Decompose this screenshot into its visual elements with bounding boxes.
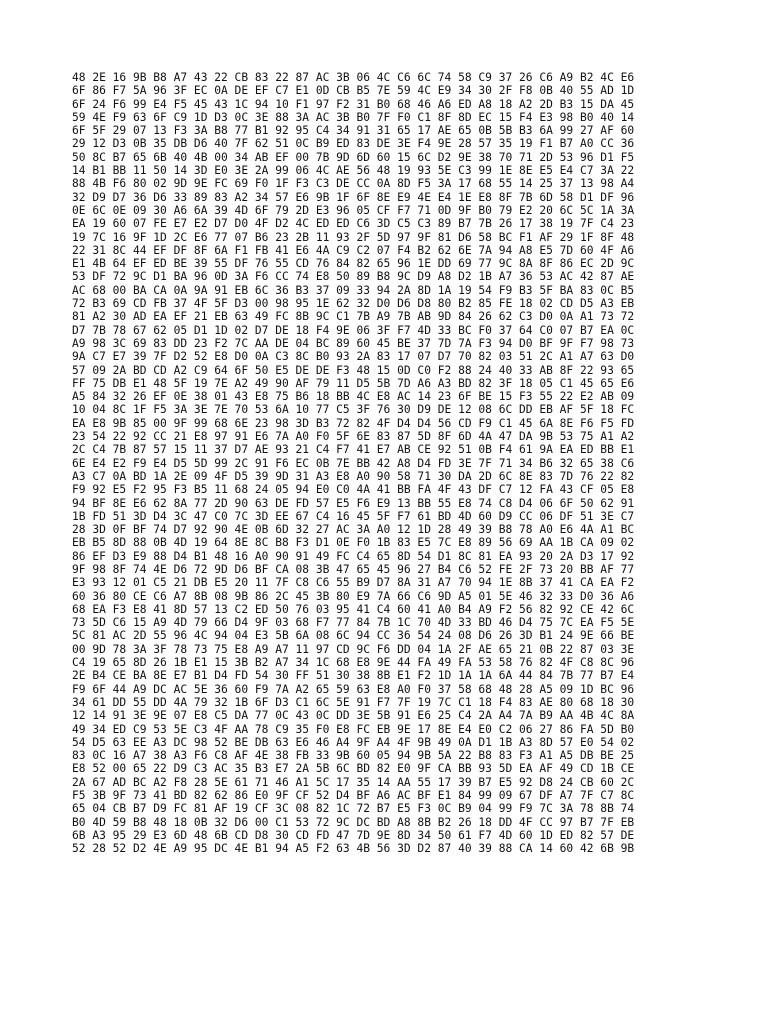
hex-line: 6E E4 E2 F9 E4 D5 5D 99 2C 91 F6 EC 0B 7E BB 42 A8 D4 FD 3E 7F 71 34 B6 32 65 38 C6: [72, 456, 635, 470]
hex-line: B0 4D 59 B8 48 18 0B 32 D6 00 C1 53 72 9C DC BD A8 8B B2 26 18 DD 4F CC 97 B7 7F EB: [72, 815, 635, 829]
hex-line: F9 92 E5 F2 95 F3 B5 11 68 24 05 94 E0 C0 4A 41 BB FA 4F 43 DF C7 12 FA 43 CF 05 E8: [72, 483, 635, 497]
hex-line: 6F 86 F7 5A 96 3F EC 0A DE EF C7 E1 0D CB B5 7E 59 4C E9 34 30 2F F8 0B 40 55 AD 1D: [72, 84, 635, 98]
hex-line: A3 C7 0A BD 1A 2E 09 4F D5 39 9D 31 A3 E8 A0 90 58 71 30 DA 2D 6C 8E 83 7D 76 22 82: [72, 469, 635, 483]
hex-line: E3 93 12 01 C5 21 DB E5 20 11 7F C8 C6 55 B9 D7 8A 31 A7 70 94 1E 8B 37 41 CA EA F2: [72, 576, 635, 590]
hex-line: 6F 5F 29 07 13 F3 3A B8 77 B1 92 95 C4 34 91 31 65 17 AE 65 0B 5B B3 6A 99 27 AF 60: [72, 124, 635, 138]
hex-line: EA E8 9B 85 00 9F 99 68 6E 23 98 3D B3 72 82 4F D4 D4 56 CD F9 C1 45 6A 8E F6 F5 FD: [72, 416, 635, 430]
hex-line: 81 A2 30 AD EA EF 21 EB 63 49 FC 8B 9C C1 7B A9 7B AB 9D 84 26 62 C3 D0 0A A1 73 72: [72, 310, 635, 324]
hex-line: 72 B3 69 CD FB 37 4F 5F D3 00 98 95 1E 62 32 D0 D6 D8 80 B2 85 FE 18 02 CD D5 A3 EB: [72, 297, 635, 311]
hex-line: 2E B4 CE BA 8E E7 B1 D4 FD 54 30 FF 51 30 38 8B E1 F2 1D 1A 1A 6A 44 84 7B 77 B7 E4: [72, 669, 635, 683]
hex-line: A5 84 32 26 EF 0E 38 01 43 E8 75 B6 18 BB 4C E8 AC 14 23 6F BE 15 F3 55 22 E2 AB 09: [72, 390, 635, 404]
hex-line: 60 36 80 CE C6 A7 8B 08 9B 86 2C 45 3B 80 E9 7A 66 C6 9D A5 01 5E 46 32 33 D0 36 A6: [72, 589, 635, 603]
hex-line: AC 68 00 BA CA 0A 9A 91 EB 6C 36 B3 37 09 33 94 2A 8D 1A 19 54 F9 B3 5F BA 83 0C B5: [72, 283, 635, 297]
hex-line: 86 EF D3 E9 88 D4 B1 48 16 A0 90 91 49 FC C4 65 8D 54 D1 8C 81 EA 93 20 2A D3 17 92: [72, 549, 635, 563]
hex-line: 54 D5 63 EE A3 DC 98 52 BE DB 63 E6 46 A4 9F A4 4F 9B 49 0A D1 1B A3 8D 57 E0 54 02: [72, 735, 635, 749]
hex-line: EA 19 60 07 FE E7 E2 D7 D0 4F D2 4C ED ED C6 3D C5 C3 89 B7 7B 26 17 38 19 7F C4 23: [72, 217, 635, 231]
hex-line: 83 0C 16 A7 38 A3 F6 C8 AF 4E 38 FB 33 9B 60 05 94 9B 5A 22 B8 83 F3 A1 A5 DB BE 25: [72, 749, 635, 763]
hex-line: 29 12 D3 0B 35 DB D6 40 7F 62 51 0C B9 ED 83 DE 3E F4 9E 28 57 35 19 F1 B7 A0 CC 36: [72, 137, 635, 151]
hex-line: 49 34 ED C9 53 5E C3 4F AA 78 C9 35 F0 E8 FC EB 9E 17 8E E4 E0 C2 06 27 86 FA 5D B0: [72, 722, 635, 736]
hex-line: 14 B1 BB 11 50 14 3D E0 3E 2A 99 06 4C AE 56 48 19 93 5E C3 99 1E 8E E5 E4 C7 3A 22: [72, 164, 635, 178]
hex-line: 32 D9 D7 36 D6 33 89 83 A2 34 57 E6 9B 1F 6F 8E E9 4E E4 1E E8 8F 7B 6D 58 D1 DF 96: [72, 190, 635, 204]
hex-line: F5 3B 9F 73 41 BD 82 62 86 E0 9F CF 52 D4 BF A6 AC BF E1 84 99 09 67 DF A7 7F C7 8C: [72, 789, 635, 803]
hex-line: 19 7C 16 9F 1D 2C E6 77 07 B6 23 2B 11 93 2F 5D 97 9F 81 D6 58 BC F1 AF 29 1F 8F 48: [72, 230, 635, 244]
hex-line: 5C 81 AC 2D 55 96 4C 94 04 E3 5B 6A 08 6C 94 CC 36 54 24 08 D6 26 3D B1 24 9E 66 BE: [72, 629, 635, 643]
hex-line: 73 5D C6 15 A9 4D 79 66 D4 9F 03 68 F7 77 84 7B 1C 70 4D 33 BD 46 D4 75 7C EA F5 5E: [72, 616, 635, 630]
hex-line: 9F 98 8F 74 4E D6 72 9D D6 BF CA 08 3B 47 65 45 96 27 B4 C6 52 FE 2F 73 20 BB AF 77: [72, 562, 635, 576]
hex-line: 00 9D 78 3A 3F 78 73 75 E8 A9 A7 11 97 CD 9C F6 DD 04 1A 2F AE 65 21 0B 22 87 03 3E: [72, 642, 635, 656]
hex-line: E8 52 00 65 22 D9 C3 AC 35 B3 E7 2A 5B 6C BD 82 E0 9F CA BB 93 5D EA AF 49 CD 1B CE: [72, 762, 635, 776]
hex-line: 2C C4 7B 87 57 15 11 37 D7 AE 93 21 C4 F7 41 E7 AB CE 92 51 0B F4 61 9A EA ED BB E1: [72, 443, 635, 457]
hex-line: 22 31 8C 44 EF DF 8F 6A F1 FB 41 E6 4A C9 C2 07 F4 B2 62 6E 7A 94 A8 E5 7D 60 4F A6: [72, 243, 635, 257]
hex-line: 59 4E F9 63 6F C9 1D D3 0C 3E 88 3A AC 3B B0 7F F0 C1 8F 8D EC 15 F4 E3 98 B0 40 14: [72, 110, 635, 124]
hex-line: 9A C7 E7 39 7F D2 52 E8 D0 0A C3 8C B0 93 2A 83 17 07 D7 70 82 03 51 2C A1 A7 63 D0: [72, 350, 635, 364]
hex-line: 94 BF 8E E6 62 8A 77 2D 90 63 DE FD 57 E5 F6 E9 13 BB 55 E8 74 C8 D4 06 6F 50 62 91: [72, 496, 635, 510]
hex-line: 52 28 52 D2 4E A9 95 DC 4E B1 94 A5 F2 63 4B 56 3D D2 87 40 39 88 CA 14 60 42 6B 9B: [72, 842, 635, 856]
hex-line: 57 09 2A BD CD A2 C9 64 6F 50 E5 DE DE F3 48 15 0D C0 F2 88 24 40 33 AB 8F 22 93 65: [72, 363, 635, 377]
hex-line: 12 14 91 3E 9E 07 E8 C5 DA 77 0C 43 0C DD 3E 5B 91 E6 25 C4 2A A4 7A B9 AA 4B 4C 8A: [72, 709, 635, 723]
hex-line: 48 2E 16 9B B8 A7 43 22 CB 83 22 87 AC 3B 06 4C C6 6C 74 58 C9 37 26 C6 A9 B2 4C E6: [72, 71, 635, 84]
hex-line: A9 98 3C 69 83 DD 23 F2 7C AA DE 04 BC 89 60 45 BE 37 7D 7A F3 94 D0 BF 9F F7 98 73: [72, 336, 635, 350]
hex-line: EB B5 8D 88 0B 4D 19 64 8E 8C B8 F3 D1 0E F0 1B 83 E5 7C E8 89 56 69 AA 1B CA 09 02: [72, 536, 635, 550]
hex-line: 88 4B F6 80 02 9D 9E FC 69 F0 1F F3 C3 DE CC 0A 8D F5 3A 17 68 55 14 25 37 13 98 A4: [72, 177, 635, 191]
hex-line: 1B FD 51 3D D4 3C 47 C0 7C 3D EE 67 C4 16 45 5F F7 61 BD 4D 60 D9 CC 06 DF 51 3E C7: [72, 509, 635, 523]
hex-line: E1 4B 64 EF ED BE 39 55 DF 76 55 CD 76 84 82 65 96 1E DD 69 77 9C 8A 8F 86 EC 2D 9C: [72, 257, 635, 271]
hex-line: D7 7B 78 67 62 05 D1 1D 02 D7 DE 18 F4 9E 06 3F F7 4D 33 BC F0 37 64 C0 07 B7 EA 0C: [72, 323, 635, 337]
hex-line: 6B A3 95 29 E3 6D 48 6B CD D8 30 CD FD 47 7D 9E 8D 34 50 61 F7 4D 60 1D ED 82 57 DE: [72, 828, 635, 842]
hex-line: C4 19 65 8D 26 1B E1 15 3B B2 A7 34 1C 68 E8 9E 44 FA 49 FA 53 58 76 82 4F C8 8C 96: [72, 656, 635, 670]
hex-line: 10 04 8C 1F F5 3A 3E 7E 70 53 6A 10 77 C5 3F 76 30 D9 DE 12 08 6C DD EB AF 5F 18 FC: [72, 403, 635, 417]
hex-line: 23 54 22 92 CC 21 E8 97 91 E6 7A A0 F0 5F 6E 83 87 5D 8F 6D 4A 47 DA 9B 53 75 A1 A2: [72, 430, 635, 444]
hex-line: 28 3D 0F BF 74 D7 92 90 4E 0B 6D 32 27 AC 3A A0 12 1D 28 49 39 B8 78 A0 E6 4A A1 BC: [72, 523, 635, 537]
hex-line: 34 61 DD 55 DD 4A 79 32 1B 6F D3 C1 6C 5E 91 F7 7F 19 7C C1 18 F4 83 AE 80 68 18 30: [72, 695, 635, 709]
hex-line: FF 75 DB E1 48 5F 19 7E A2 49 90 AF 79 11 D5 5B 7D A6 A3 BD 82 3F 18 05 C1 45 65 E6: [72, 376, 635, 390]
hex-line: 6F 24 F6 99 E4 F5 45 43 1C 94 10 F1 97 F2 31 B0 68 46 A6 ED A8 18 A2 2D B3 15 DA 45: [72, 97, 635, 111]
hex-line: F9 6F 44 A9 DC AC 5E 36 60 F9 7A A2 65 59 63 E8 A0 F0 37 58 68 48 28 A5 09 1D BC 96: [72, 682, 635, 696]
hex-line: 68 EA F3 E8 41 8D 57 13 C2 ED 50 76 03 95 41 C4 60 41 A0 B4 A9 F2 56 82 92 CE 42 6C: [72, 602, 635, 616]
hex-dump: [72, 71, 702, 856]
hex-line: 65 04 CB B7 D9 FC 81 AF 19 CF 3C 08 82 1C 72 B7 E5 F3 0C B9 04 99 F9 7C 3A 78 8B 74: [72, 802, 635, 816]
hex-line: 0E 6C 0E 09 30 A6 6A 39 4D 6F 79 2D E3 96 05 CF F7 71 0D 9F B0 79 E2 20 6C 5C 1A 3A: [72, 203, 635, 217]
hex-line: 53 DF 72 9C D1 BA 96 0D 3A F6 CC 74 E8 50 89 B8 9C D9 A8 D2 1B A7 36 53 AC 42 87 AE: [72, 270, 635, 284]
hex-line: 50 8C B7 65 6B 40 4B 00 34 AB EF 00 7B 9D 6D 60 15 6C D2 9E 38 70 71 2D 53 96 D1 F5: [72, 150, 635, 164]
hex-line: 2A 67 AD BC A2 F8 28 5E 61 71 46 A1 5C 17 35 14 AA 55 17 39 B7 E5 92 D8 24 CB 60 2C: [72, 775, 635, 789]
